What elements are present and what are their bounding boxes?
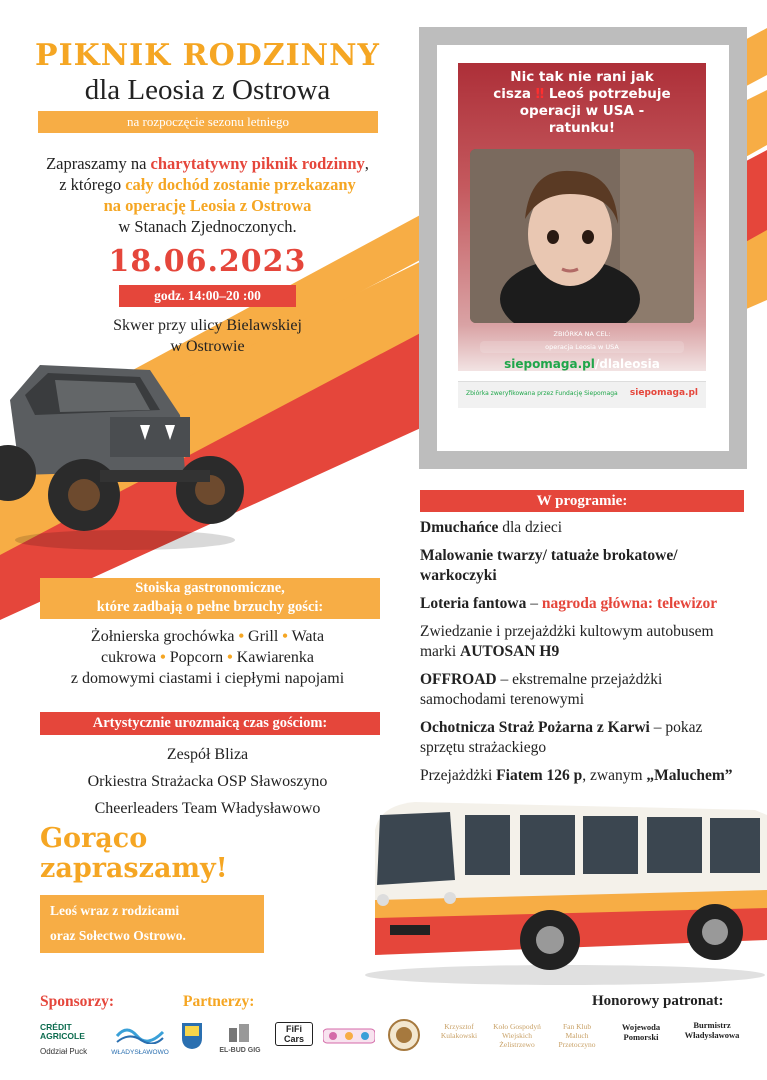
promo-goal: ZBIÓRKA NA CEL: operacja Leosia w USA: [480, 329, 684, 353]
performer: Zespół Bliza: [166, 746, 249, 763]
closing-invitation: Gorąco zapraszamy!: [40, 823, 228, 884]
el-bud-logo: EL-BUD GIG: [214, 1024, 266, 1054]
event-subtitle-name: dla Leosia z Ostrowa: [84, 74, 331, 106]
partner-kulakowski: Krzysztof Kulakowski: [440, 1022, 478, 1040]
verified-note: Zbiórka zweryfikowana przez Fundację Siepomaga: [466, 390, 618, 397]
credit-agricole-logo: CRÉDIT AGRICOLE Oddział Puck: [40, 1022, 88, 1056]
food-banner: Stoiska gastronomiczne, które zadbają o pełne brzuchy gości:: [40, 578, 380, 619]
program-item: Przejażdżki Fiatem 126 p, zwanym „Maluchem”: [420, 767, 733, 784]
hosts-banner: Leoś wraz z rodzicami oraz Sołectwo Ostrowo.: [40, 895, 264, 953]
program-heading: W programie:: [420, 490, 744, 512]
sponsors-label: Sponsorzy:: [40, 993, 115, 1010]
osp-badge-icon: [387, 1018, 421, 1052]
program-item: Ochotnicza Straż Pożarna z Karwi – pokaz sprzętu strażackiego: [420, 719, 703, 756]
intro-text: Zapraszamy na charytatywny piknik rodzinny, z którego cały dochód zostanie przekazany na operację Leosia z Ostrowa w Stanach Zjednoczonych.: [46, 154, 369, 236]
event-location: Skwer przy ulicy Bielawskiej w Ostrowie: [113, 317, 302, 355]
patron-wojewoda: Wojewoda Pomorski: [621, 1022, 661, 1042]
autosan-bus-image: [355, 790, 767, 990]
partner-banner-icon: [323, 1027, 375, 1045]
fifi-cars-logo: FiFi Cars: [275, 1022, 313, 1046]
offroad-vehicle-image: [0, 355, 250, 555]
child-photo: [470, 149, 694, 323]
event-title: PIKNIK RODZINNY: [35, 38, 380, 73]
program-item: Malowanie twarzy/ tatuaże brokatowe/ warkoczyki: [420, 547, 678, 584]
promo-headline: Nic tak nie rani jak cisza ‼ Leoś potrzebuje operacji w USA - ratunku!: [493, 69, 671, 136]
partner-fan-klub: Fan Klub Maluch Przetoczyno: [558, 1022, 596, 1049]
crest-icon: [181, 1022, 203, 1050]
promo-url: siepomaga.pl/dlaleosia: [504, 357, 660, 371]
program-item: Zwiedzanie i przejażdżki kultowym autobusem marki AUTOSAN H9: [420, 623, 714, 660]
wladyslawowo-logo: WŁADYSŁAWOWO: [110, 1022, 170, 1056]
patron-burmistrz: Burmistrz Władysławowa: [684, 1020, 740, 1040]
food-list: Żołnierska grochówka • Grill • Wata cukrowa • Popcorn • Kawiarenka z domowymi ciastami i ciepłymi napojami: [70, 628, 345, 687]
patronage-label: Honorowy patronat:: [592, 993, 724, 1009]
performers-list: [30, 741, 385, 822]
promo-footer: [458, 381, 706, 408]
event-date: 18.06.2023: [108, 244, 307, 279]
program-item: Dmuchańce dla dzieci: [420, 519, 563, 536]
season-banner: na rozpoczęcie sezonu letniego: [38, 111, 378, 133]
fundraiser-promo: [458, 63, 706, 408]
art-banner: Artystycznie urozmaicą czas gościom:: [40, 712, 380, 735]
performer: Orkiestra Strażacka OSP Sławoszyno: [87, 773, 328, 790]
event-hours: godz. 14:00–20 :00: [119, 285, 296, 307]
siepomaga-logo: siepomaga.pl: [629, 388, 698, 398]
program-item: Loteria fantowa – nagroda główna: telewizor: [420, 595, 718, 612]
performer: Cheerleaders Team Władysławowo: [94, 800, 321, 817]
program-list: [420, 518, 750, 794]
partners-label: Partnerzy:: [183, 993, 255, 1010]
program-item: OFFROAD – ekstremalne przejażdżki samochodami terenowymi: [420, 671, 663, 708]
partner-kgw-zelistrzewo: Koło Gospodyń Wiejskich Żelistrzewo: [493, 1022, 541, 1049]
